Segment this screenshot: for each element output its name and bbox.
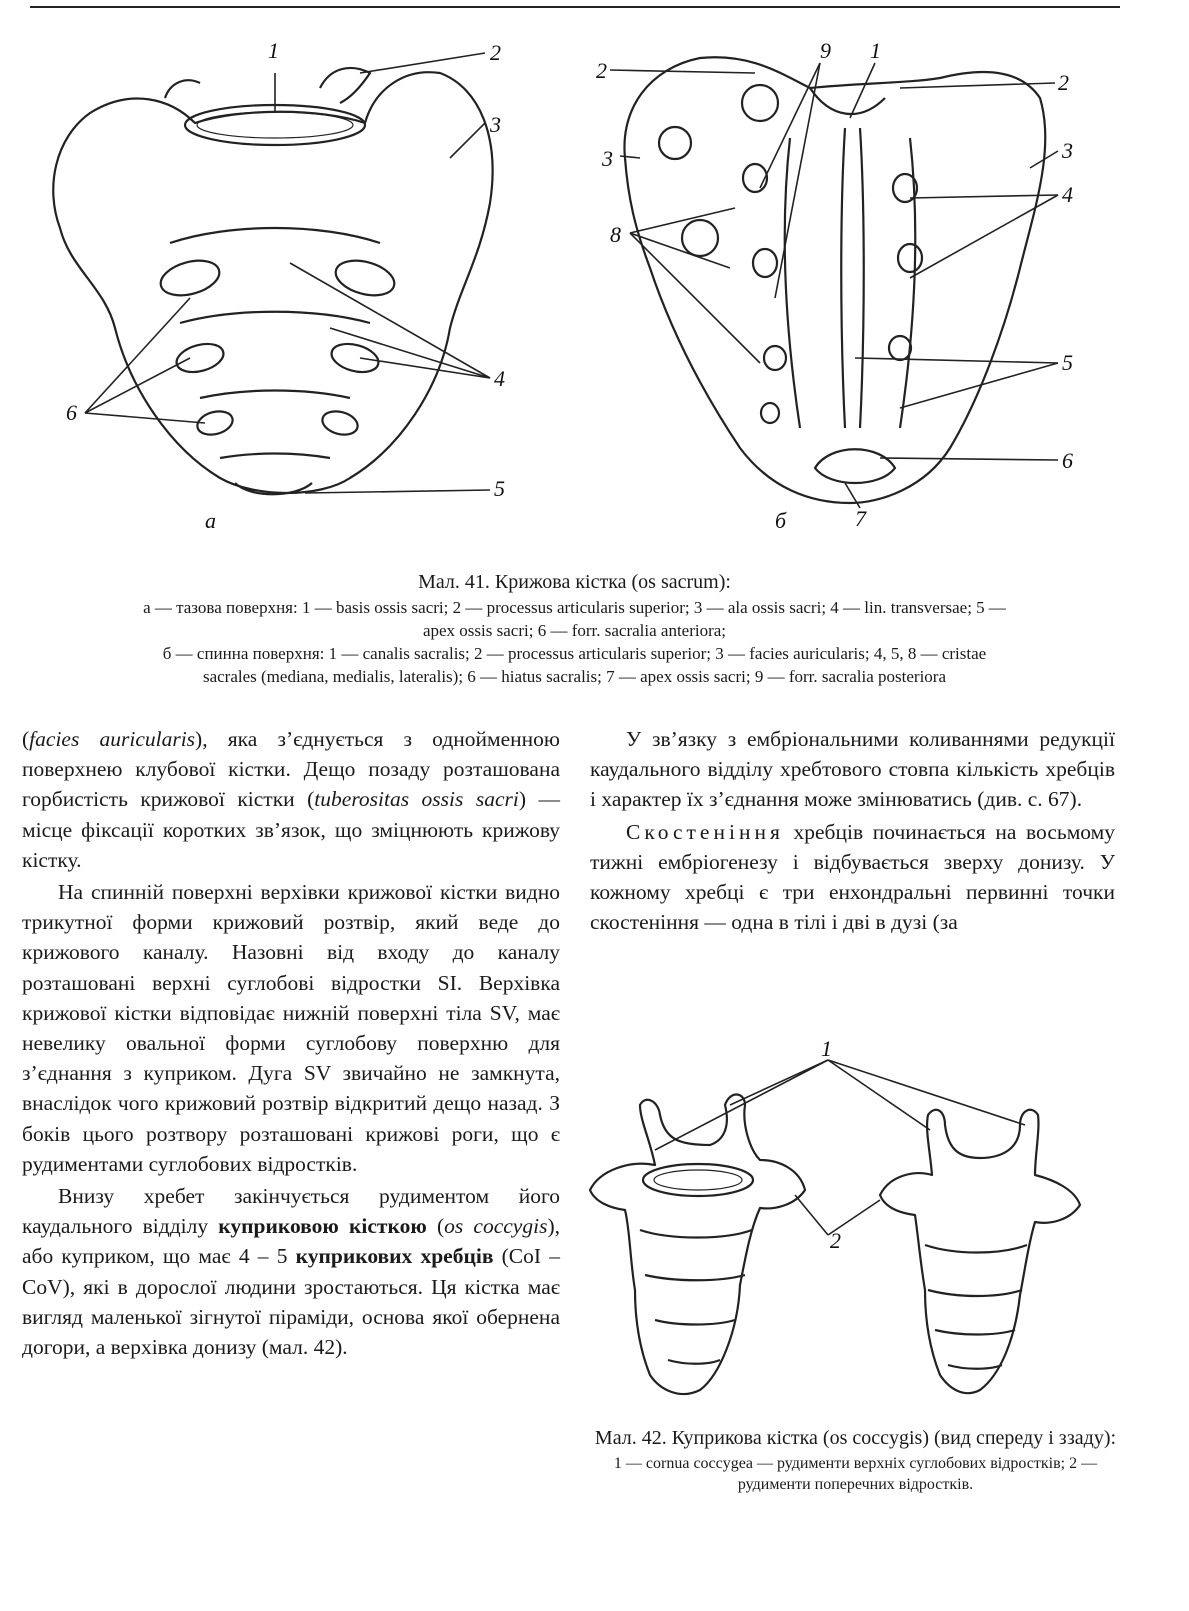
label-6: 6 <box>66 400 77 425</box>
label-9: 9 <box>820 38 831 63</box>
view-letter-a: а <box>205 508 216 533</box>
leader-3-left <box>620 156 640 158</box>
label-4: 4 <box>494 366 505 391</box>
figure-41a-sacrum-pelvic <box>20 28 560 548</box>
label-7: 7 <box>855 506 866 531</box>
figure-41-caption <box>22 568 1127 688</box>
crista-mediana <box>841 128 845 428</box>
leader-9a <box>760 63 820 188</box>
caption-line-1: а — тазова поверхня: 1 — basis ossis sacri; 2 — processus articularis superior; 3 — ala ossis sacri; 4 — lin. transversae; 5 — <box>143 598 1006 617</box>
label-3: 3 <box>490 112 501 137</box>
leader-4 <box>910 195 1058 198</box>
figure-42-legend: 1 — cornua coccygea — рудименти верхніх суглобових відростків; 2 — рудименти поперечних відростків. <box>613 1455 1098 1493</box>
right-text-column <box>590 724 1115 937</box>
label-5: 5 <box>494 476 505 501</box>
caption-line-4: sacrales (mediana, medialis, lateralis); 6 — hiatus sacralis; 7 — apex ossis sacri; 9 — forr. sacralia posteriora <box>202 667 947 686</box>
paragraph-1: (facies auricularis), яка з’єднується з однойменною поверхнею клубової кістки. Дещо позаду розташована горбистість крижової кістки (tuberositas ossis sacri) — місце фіксації коротких зв’язок, що зміцнюють крижову кістку. <box>22 727 560 872</box>
label-2: 2 <box>490 40 501 65</box>
coccyx-front-base <box>643 1164 753 1196</box>
post-foramen-1-left <box>743 164 767 192</box>
canalis-sacralis <box>810 88 885 114</box>
leader-6a <box>85 298 190 413</box>
label-2-right: 2 <box>1058 70 1069 95</box>
label-1: 1 <box>870 38 881 63</box>
label-6: 6 <box>1062 448 1073 473</box>
leader-6 <box>880 458 1058 460</box>
coccyx-drawing <box>580 1030 1125 1420</box>
caption-line-3: б — спинна поверхня: 1 — canalis sacralis; 2 — processus articularis superior; 3 — facies auricularis; 4, 5, 8 — cristae <box>162 644 987 663</box>
figure-42-title: Мал. 42. Куприкова кістка (os coccygis) (вид спереду і ззаду): <box>594 1427 1117 1449</box>
paragraph-2: На спинній поверхні верхівки крижової кістки видно трикутної форми крижовий розтвір, який веде до крижового каналу. Назовні від входу до каналу розташовані верхні суглобові відростки SI. Верхівка крижової кістки відповідає нижній поверхні тіла SV, має невелику овальної форми суглобову поверхню для з’єднання з куприком. Дуга SV звичайно не замкнута, внаслідок чого крижовий розтвір відкритий дещо назад. З боків цього розтвору розташовані крижові роги, що є рудиментами суглобових відростків. <box>22 880 560 1176</box>
label-2: 2 <box>830 1228 841 1253</box>
label-8: 8 <box>610 222 621 247</box>
leader-1a <box>655 1060 828 1150</box>
figure-41-title: Мал. 41. Крижова кістка (os sacrum): <box>418 571 731 593</box>
label-5: 5 <box>1062 350 1073 375</box>
label-3-right: 3 <box>1062 138 1073 163</box>
figure-42-coccyx <box>580 1030 1125 1420</box>
top-rule <box>30 6 1120 8</box>
leader-5 <box>855 358 1058 363</box>
sacrum-pelvic-drawing <box>20 28 560 548</box>
left-text-column <box>22 724 560 1362</box>
caption-line-2: apex ossis sacri; 6 — forr. sacralia anteriora; <box>422 621 727 640</box>
label-1: 1 <box>821 1036 832 1061</box>
leader-8 <box>630 208 735 233</box>
leader-2a <box>795 1195 828 1235</box>
label-1: 1 <box>268 38 279 63</box>
leader-4a <box>290 263 490 378</box>
view-letter-b: б <box>775 508 787 533</box>
paragraph-3: Внизу хребет закінчується рудиментом його каудального відділу куприковою кісткою (os coccygis), або куприком, що має 4 – 5 куприкових хребців (CoI – CoV), які в дорослої людини зростаються. Ця кістка має вигляд маленької зігнутої піраміди, основа якої обернена догори, а верхівка донизу (мал. 42). <box>22 1184 560 1360</box>
foramen-1-left <box>157 255 223 301</box>
hiatus-sacralis <box>815 449 895 483</box>
figure-41b-sacrum-dorsal <box>580 28 1130 548</box>
label-4: 4 <box>1062 182 1073 207</box>
sacrum-outline <box>53 72 492 493</box>
sacrum-dorsal-drawing <box>580 28 1130 548</box>
coccyx-front-outline <box>590 1094 805 1394</box>
label-2-left: 2 <box>596 58 607 83</box>
label-3-left: 3 <box>602 146 613 171</box>
sacrum-dorsal-outline <box>624 57 1045 503</box>
leader-2 <box>360 53 485 73</box>
paragraph-right-2: Скостеніння хребців починається на восьмому тижні ембріогенезу і відбувається зверху донизу. У кожному хребці є три енхондральні первинні точки скостеніння — одна в тілі і дві в дузі (за <box>590 819 1115 935</box>
leader-2-left <box>610 70 755 73</box>
leader-5 <box>305 490 490 493</box>
foramen-1-right <box>332 255 398 301</box>
figure-42-caption <box>583 1425 1128 1495</box>
leader-7 <box>845 483 860 508</box>
paragraph-right-1: У зв’язку з ембріональними коливаннями редукції каудального відділу хребтового стовпа кількість хребців і характер їх з’єднання може змінюватись (див. с. 67). <box>590 727 1115 812</box>
leader-3 <box>450 123 485 158</box>
